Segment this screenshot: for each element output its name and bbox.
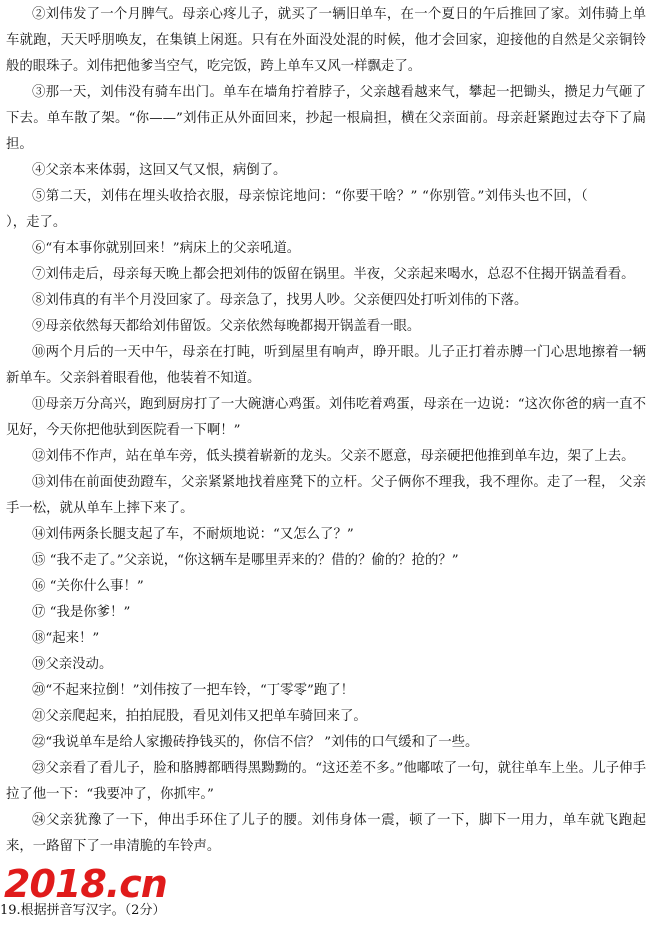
- passage: [6, 2, 646, 860]
- paragraph-23: ㉓父亲看了看儿子，脸和胳膊都晒得黑黝黝的。“这还差不多。”他嘟哝了一句，就往单车上坐。儿子伸手拉了他一下：“我要冲了，你抓牢。”: [6, 761, 646, 802]
- paragraph-9: ⑨母亲依然每天都给刘伟留饭。父亲依然每晚都揭开锅盖看一眼。: [32, 319, 421, 334]
- paragraph-21: ㉑父亲爬起来，拍拍屁股，看见刘伟又把单车骑回来了。: [32, 709, 367, 724]
- paragraph-13: ⑬刘伟在前面使劲蹬车，父亲紧紧地找着座凳下的立杆。父子俩你不理我，我不理你。走了一程， 父亲手一松，就从单车上摔下来了。: [6, 475, 646, 516]
- paragraph-18: ⑱“起来！”: [32, 631, 100, 646]
- paragraph-14: ⑭刘伟两条长腿支起了车，不耐烦地说：“又怎么了？”: [32, 527, 354, 542]
- paragraph-10: ⑩两个月后的一天中午，母亲在打盹，听到屋里有响声，睁开眼。儿子正打着赤膊一门心思地擦着一辆新单车。父亲斜着眼看他，他装着不知道。: [6, 345, 646, 386]
- paragraph-7: ⑦刘伟走后，母亲每天晚上都会把刘伟的饭留在锅里。半夜，父亲起来喝水，总忍不住揭开锅盖看看。: [32, 267, 635, 282]
- paragraph-16: ⑯ “关你什么事！”: [32, 579, 144, 594]
- paragraph-12: ⑫刘伟不作声，站在单车旁，低头摸着崭新的龙头。父亲不愿意，母亲硬把他推到单车边，架了上去。: [32, 449, 635, 464]
- paragraph-3: ③那一天，刘伟没有骑车出门。单车在墙角拧着脖子，父亲越看越来气，攀起一把锄头，攒足力气砸了下去。单车散了架。“你——”刘伟正从外面回来，抄起一根扁担，横在父亲面前。母亲赶紧跑过去夺下了扁担。: [6, 85, 646, 152]
- paragraph-5-text: ⑤第二天，刘伟在埋头收拾衣服，母亲惊诧地问：“你要干啥？” “你别管。”刘伟头也不回，（: [32, 189, 588, 204]
- paragraph-19: ⑲父亲没动。: [32, 657, 113, 672]
- paragraph-5-tail: ），走了。: [6, 215, 67, 230]
- paragraph-11: ⑪母亲万分高兴，跑到厨房打了一大碗溏心鸡蛋。刘伟吃着鸡蛋，母亲在一边说：“这次你爸的病一直不见好，今天你把他驮到医院看一下啊！”: [6, 397, 646, 438]
- paragraph-20: ⑳“不起来拉倒！”刘伟按了一把车铃，“丁零零”跑了！: [32, 683, 354, 698]
- paragraph-8: ⑧刘伟真的有半个月没回家了。母亲急了，找男人吵。父亲便四处打听刘伟的下落。: [32, 293, 528, 308]
- paragraph-24: ㉔父亲犹豫了一下，伸出手环住了儿子的腰。刘伟身体一震，顿了一下，脚下一用力，单车就飞跑起来，一路留下了一串清脆的车铃声。: [6, 813, 646, 854]
- paragraph-22: ㉒“我说单车是给人家搬砖挣钱买的，你信不信？ ”刘伟的口气缓和了一些。: [32, 735, 479, 750]
- site-watermark-logo: 2018.cn: [4, 862, 167, 906]
- paragraph-6: ⑥“有本事你就别回来！”病床上的父亲吼道。: [32, 241, 301, 256]
- paragraph-17: ⑰ “我是你爹！”: [32, 605, 131, 620]
- question-19: 19.根据拼音写汉字。（2分）: [0, 903, 166, 918]
- paragraph-4: ④父亲本来体弱，这回又气又恨，病倒了。: [32, 163, 287, 178]
- paragraph-15: ⑮ “我不走了。”父亲说，“你这辆车是哪里弄来的？借的？偷的？抢的？”: [32, 553, 459, 568]
- paragraph-5: [6, 184, 646, 236]
- paragraph-2: ②刘伟发了一个月脾气。母亲心疼儿子，就买了一辆旧单车，在一个夏日的午后推回了家。刘伟骑上单车就跑，天天呼朋唤友，在集镇上闲逛。只有在外面没处混的时候，他才会回家，迎接他的自然是父亲铜铃般的眼珠子。刘伟把他爹当空气，吃完饭，跨上单车又风一样飘走了。: [6, 7, 646, 74]
